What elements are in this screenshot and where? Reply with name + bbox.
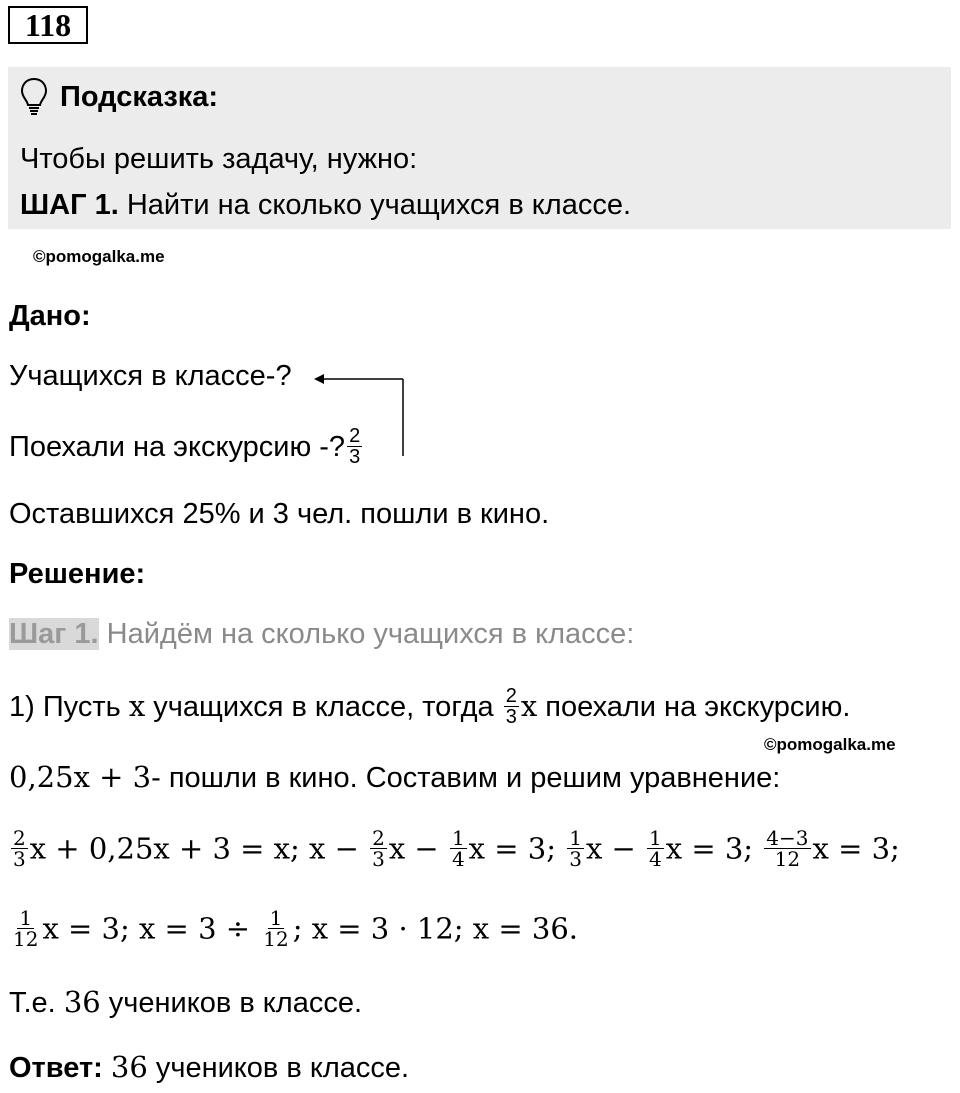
l2-text: - пошли в кино. Составим и решим уравнение: — [151, 762, 781, 794]
frac-num: 2 — [13, 826, 26, 850]
frac-den: 12 — [13, 927, 39, 951]
frac-num: 2 — [349, 425, 361, 447]
hint-step — [20, 189, 631, 222]
hint-title — [20, 77, 218, 117]
frac-den: 4 — [451, 847, 465, 871]
watermark: ©pomogalka.me — [33, 247, 165, 266]
l1-a: 1) Пусть — [9, 691, 129, 724]
equation-line2 — [9, 906, 579, 951]
eq1-c: x = 3; — [468, 831, 566, 866]
l1-b: учащихся в классе, тогда — [145, 691, 502, 724]
frac-1-12 — [261, 908, 290, 949]
given-line2-text: Поехали на экскурсию -? — [9, 431, 346, 464]
eq1-a: x + 0,25x + 3 = x; x − — [29, 831, 369, 866]
result-b: учеников в классе. — [100, 987, 363, 1019]
result-num: 36 — [63, 985, 101, 1019]
l1-x2: x — [520, 689, 538, 724]
given-heading: Дано: — [9, 300, 91, 332]
frac-den: 4 — [649, 847, 662, 871]
frac-1-4 — [450, 828, 467, 869]
solution-line2 — [9, 760, 780, 795]
solution-step — [9, 618, 634, 651]
frac-2-3 — [370, 828, 387, 869]
eq1-f: x = 3; — [812, 831, 900, 866]
frac-num: 1 — [569, 826, 582, 850]
eq1-d: x − — [585, 831, 646, 866]
frac-num: 2 — [372, 826, 385, 850]
frac-4minus3-12 — [764, 828, 810, 869]
hint-step-label: ШАГ 1. — [20, 189, 119, 221]
eq1-e: x = 3; — [665, 831, 763, 866]
frac-2-3 — [504, 686, 519, 727]
solution-step-label: Шаг 1. — [9, 618, 99, 650]
result-a: Т.е. — [9, 987, 64, 1019]
hint-line1: Чтобы решить задачу, нужно: — [20, 143, 418, 175]
solution-line1 — [9, 685, 851, 729]
frac-1-12 — [11, 908, 40, 949]
task-number: 118 — [8, 6, 88, 44]
equation-line1 — [9, 826, 900, 871]
frac-num: 1 — [19, 906, 33, 930]
frac-num: 1 — [451, 826, 465, 850]
solution-step-text: Найдём на сколько учащихся в классе: — [98, 618, 635, 650]
frac-den: 3 — [372, 847, 385, 871]
hint-step-text: Найти на сколько учащихся в классе. — [118, 189, 632, 221]
l2-math: 0,25x + 3 — [9, 760, 152, 794]
frac-1-4 — [647, 828, 664, 869]
eq2-a: x = 3; x = 3 ÷ — [42, 911, 260, 946]
frac-num: 1 — [649, 826, 662, 850]
result-line — [9, 985, 362, 1020]
watermark-2: ©pomogalka.me — [764, 735, 896, 754]
eq2-b: ; x = 3 · 12; x = 36. — [292, 911, 579, 946]
lightbulb-icon — [20, 77, 48, 117]
l1-c: поехали на экскурсию. — [537, 691, 851, 724]
hint-title-text: Подсказка: — [60, 80, 219, 113]
frac-den: 12 — [263, 927, 289, 951]
answer-num: 36 — [110, 1050, 148, 1084]
answer-text: учеников в классе. — [147, 1052, 410, 1084]
frac-num: 1 — [269, 906, 283, 930]
answer-label: Ответ: — [9, 1052, 103, 1084]
fraction-two-thirds — [347, 426, 362, 467]
l1-x: x — [128, 689, 146, 724]
frac-den: 3 — [13, 847, 26, 871]
frac-num: 4−3 — [766, 826, 809, 850]
frac-1-3 — [567, 828, 584, 869]
given-line3: Оставшихся 25% и 3 чел. пошли в кино. — [9, 498, 550, 530]
frac-den: 3 — [349, 446, 361, 468]
frac-den: 3 — [569, 847, 582, 871]
eq1-b: x − — [388, 831, 448, 866]
given-line2 — [9, 425, 364, 469]
hint-box — [8, 67, 951, 229]
answer-line — [9, 1050, 409, 1085]
solution-heading: Решение: — [9, 558, 146, 590]
frac-den: 12 — [774, 847, 801, 871]
given-line1: Учащихся в классе-? — [9, 360, 292, 392]
frac-den: 3 — [505, 706, 517, 728]
frac-num: 2 — [505, 685, 517, 707]
frac-2-3 — [11, 828, 28, 869]
